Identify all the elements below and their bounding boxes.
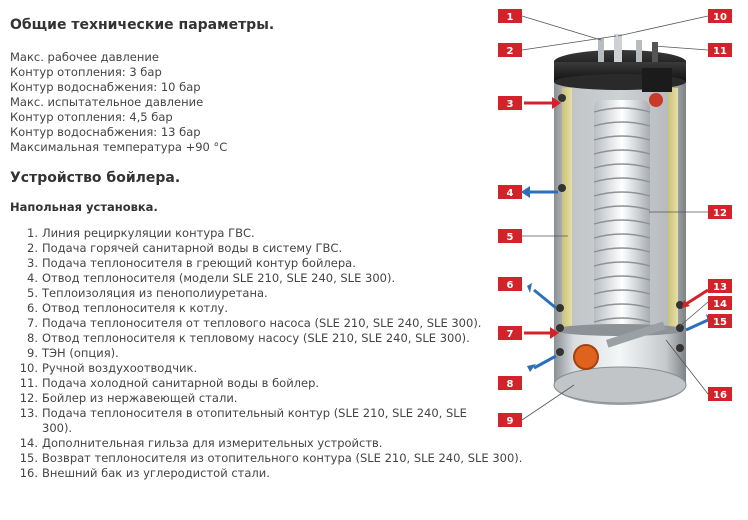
fitting (556, 304, 564, 312)
label-1 (498, 9, 522, 23)
svg-text:3: 3 (506, 99, 514, 110)
label-16 (708, 387, 732, 401)
heater-element (574, 345, 598, 369)
inflow-arrow (686, 290, 708, 304)
component-item (10, 256, 502, 271)
component-item (10, 406, 492, 436)
fitting (556, 324, 564, 332)
outflow-arrow (686, 320, 708, 330)
component-item (10, 376, 502, 391)
item-number: 4. (27, 271, 38, 285)
item-text: Возврат теплоносителя из отопительного контура (SLE 210, SLE 240, SLE 300). (42, 451, 523, 465)
installation-subtitle: Напольная установка. (10, 200, 158, 214)
component-item (10, 361, 502, 376)
item-text: Отвод теплоносителя к тепловому насосу (SLE 210, SLE 240, SLE 300). (42, 331, 470, 345)
heat-exchanger-coil (594, 100, 650, 330)
device-title: Устройство бойлера. (10, 170, 181, 186)
item-number: 15. (19, 451, 38, 465)
svg-text:14: 14 (713, 299, 727, 310)
item-number: 13. (19, 406, 38, 420)
item-text: ТЭН (опция). (42, 346, 119, 360)
item-text: Подача горячей санитарной воды в систему ГВС. (42, 241, 343, 255)
item-text: Теплоизоляция из пенополиуретана. (42, 286, 268, 300)
leader-line (618, 16, 708, 36)
item-number: 14. (19, 436, 38, 450)
svg-text:15: 15 (713, 317, 727, 328)
svg-text:16: 16 (713, 390, 727, 401)
item-text: Бойлер из нержавеющей стали. (42, 391, 238, 405)
label-12 (708, 205, 732, 219)
component-item (10, 436, 502, 451)
label-7 (498, 326, 522, 340)
label-3 (498, 96, 522, 110)
label-4 (498, 185, 522, 199)
boiler-diagram (494, 0, 748, 520)
param-item: Макс. испытательное давление (10, 95, 204, 109)
leader-line (522, 385, 574, 420)
item-text: Линия рециркуляции контура ГВС. (42, 226, 255, 240)
component-item (10, 301, 502, 316)
item-text: Внешний бак из углеродистой стали. (42, 466, 270, 480)
component-item (10, 316, 492, 331)
svg-text:7: 7 (506, 329, 514, 340)
leader-line (522, 16, 601, 40)
label-10 (708, 9, 732, 23)
label-11 (708, 43, 732, 57)
svg-text:11: 11 (713, 46, 727, 57)
component-item (10, 466, 502, 481)
thermostat-knob (649, 93, 663, 107)
item-text: Отвод теплоносителя к котлу. (42, 301, 228, 315)
fitting (558, 94, 566, 102)
outflow-arrow-head (521, 186, 530, 198)
item-text: Подача теплоносителя в греющий контур бойлера. (42, 256, 356, 270)
top-pipe (652, 42, 658, 62)
label-2 (498, 43, 522, 57)
item-number: 5. (27, 286, 38, 300)
item-number: 12. (19, 391, 38, 405)
item-number: 11. (19, 376, 38, 390)
item-number: 10. (19, 361, 38, 375)
svg-text:12: 12 (713, 208, 727, 219)
svg-text:4: 4 (506, 188, 514, 199)
label-15 (708, 314, 732, 328)
svg-text:9: 9 (506, 416, 514, 427)
item-number: 6. (27, 301, 38, 315)
label-6 (498, 277, 522, 291)
outflow-arrow-head (527, 283, 532, 293)
component-item (10, 286, 502, 301)
param-item: Макс. рабочее давление (10, 50, 159, 64)
top-pipe (636, 40, 642, 62)
svg-text:5: 5 (506, 232, 514, 243)
outflow-arrow (534, 356, 556, 368)
top-pipe (598, 38, 604, 62)
general-params-title: Общие технические параметры. (10, 17, 275, 33)
item-number: 9. (27, 346, 38, 360)
label-5 (498, 229, 522, 243)
param-item: Контур отопления: 4,5 бар (10, 110, 173, 124)
leader-line (654, 46, 708, 50)
fitting (558, 184, 566, 192)
item-text: Ручной воздухоотводчик. (42, 361, 198, 375)
svg-text:8: 8 (506, 379, 514, 390)
params-list (10, 50, 227, 155)
item-text: Дополнительная гильза для измерительных устройств. (42, 436, 383, 450)
item-number: 8. (27, 331, 38, 345)
component-item (10, 346, 502, 361)
param-item: Контур водоснабжения: 10 бар (10, 80, 201, 94)
component-item (10, 331, 492, 346)
svg-text:13: 13 (713, 282, 727, 293)
svg-text:1: 1 (506, 12, 514, 23)
param-item: Контур водоснабжения: 13 бар (10, 125, 201, 139)
outflow-arrow (534, 290, 556, 308)
item-text: Подача холодной санитарной воды в бойлер. (42, 376, 320, 390)
svg-text:6: 6 (506, 280, 514, 291)
item-text: Подача теплоносителя в отопительный контур (SLE 210, SLE 240, SLE 300). (42, 406, 467, 435)
component-item (10, 271, 502, 286)
item-number: 2. (27, 241, 38, 255)
item-text: Подача теплоносителя от теплового насоса (SLE 210, SLE 240, SLE 300). (42, 316, 482, 330)
label-8 (498, 376, 522, 390)
svg-text:10: 10 (713, 12, 727, 23)
label-14 (708, 296, 732, 310)
label-9 (498, 413, 522, 427)
item-text: Отвод теплоносителя (модели SLE 210, SLE 240, SLE 300). (42, 271, 396, 285)
boiler-body (554, 34, 686, 405)
item-number: 7. (27, 316, 38, 330)
item-number: 1. (27, 226, 38, 240)
top-pipe (614, 34, 622, 62)
component-item (10, 391, 502, 406)
param-item: Максимальная температура +90 °С (10, 140, 228, 154)
item-number: 16. (19, 466, 38, 480)
svg-text:2: 2 (506, 46, 514, 57)
component-item (10, 226, 502, 241)
control-panel (642, 68, 672, 92)
fitting (676, 324, 684, 332)
fitting (676, 344, 684, 352)
item-number: 3. (27, 256, 38, 270)
label-13 (708, 279, 732, 293)
component-item (10, 241, 502, 256)
fitting (556, 348, 564, 356)
param-item: Контур отопления: 3 бар (10, 65, 162, 79)
